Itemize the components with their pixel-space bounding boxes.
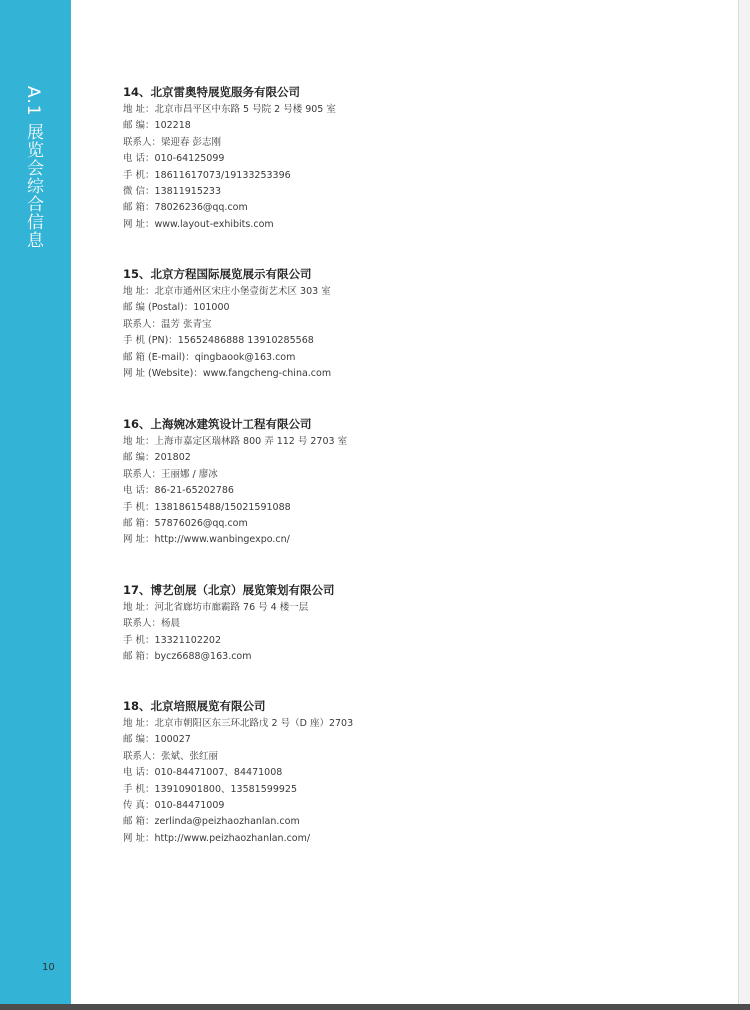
website-line: 网 址：http://www.peizhaozhanlan.com/ [123,832,311,844]
address-line: 地 址：北京市通州区宋庄小堡壹街艺术区 303 室 [123,286,331,297]
contact-line: 联系人：王丽娜 / 廖冰 [123,468,218,480]
sidebar [0,0,71,1004]
contact-line: 联系人：温芳 张青宝 [123,318,212,330]
company-name: 16、上海婉冰建筑设计工程有限公司 [123,417,312,431]
mobile-line: 手 机：18611617073/19133253396 [123,169,291,181]
phone-line: 电 话：86-21-65202786 [123,485,234,497]
website-line: 网 址：http://www.wanbingexpo.cn/ [123,534,290,546]
company-entry-14 [123,82,653,233]
section-title: A.1 展览会综合信息 [23,86,43,249]
email-line: 邮 箱：zerlinda@peizhaozhanlan.com [123,816,300,828]
postcode-line: 邮 编：102218 [123,120,191,132]
website-line: 网 址 (Website)：www.fangcheng-china.com [123,367,332,379]
mobile-line: 手 机：13321102202 [123,634,222,646]
company-entry-16 [123,414,653,549]
postcode-line: 邮 编：100027 [123,734,191,746]
phone-line: 电 话：010-64125099 [123,153,225,165]
email-line: 邮 箱：bycz6688@163.com [123,651,252,663]
postcode-line: 邮 编：201802 [123,452,191,464]
company-entry-15 [123,264,653,382]
postcode-line: 邮 编 (Postal)：101000 [123,302,230,314]
contact-line: 联系人：张斌、张红丽 [123,750,219,762]
phone-line: 电 话：010-84471007、84471008 [123,767,283,779]
wechat-line: 微 信：13811915233 [123,185,222,197]
fax-line: 传 真：010-84471009 [123,799,225,811]
mobile-line: 手 机：13818615488/15021591088 [123,501,291,513]
company-entry-17 [123,580,653,666]
page-number: 10 [42,962,55,973]
mobile-line: 手 机 (PN)：15652486888 13910285568 [123,335,314,347]
contact-line: 联系人：杨晨 [123,618,181,630]
company-name: 15、北京方程国际展览展示有限公司 [123,267,312,281]
company-entry-18 [123,696,653,847]
company-name: 18、北京培照展览有限公司 [123,699,266,713]
mobile-line: 手 机：13910901800、13581599925 [123,783,297,795]
address-line: 地 址：北京市朝阳区东三环北路戊 2 号（D 座）2703 [123,718,354,729]
address-line: 地 址：北京市昌平区中东路 5 号院 2 号楼 905 室 [123,104,336,115]
email-line: 邮 箱：57876026@qq.com [123,517,248,529]
contact-line: 联系人：梁迎春 彭志刚 [123,136,222,148]
company-name: 14、北京雷奥特展览服务有限公司 [123,85,301,99]
scrollbar-track[interactable] [738,0,750,1004]
email-line: 邮 箱 (E-mail)：qingbaook@163.com [123,351,296,363]
address-line: 地 址：河北省廊坊市廊霸路 76 号 4 楼一层 [123,602,309,613]
email-line: 邮 箱：78026236@qq.com [123,202,248,214]
address-line: 地 址：上海市嘉定区瑞林路 800 弄 112 号 2703 室 [123,436,348,447]
bottom-border [0,1004,750,1010]
company-name: 17、博艺创展（北京）展览策划有限公司 [123,583,335,597]
website-line: 网 址：www.layout-exhibits.com [123,218,274,230]
